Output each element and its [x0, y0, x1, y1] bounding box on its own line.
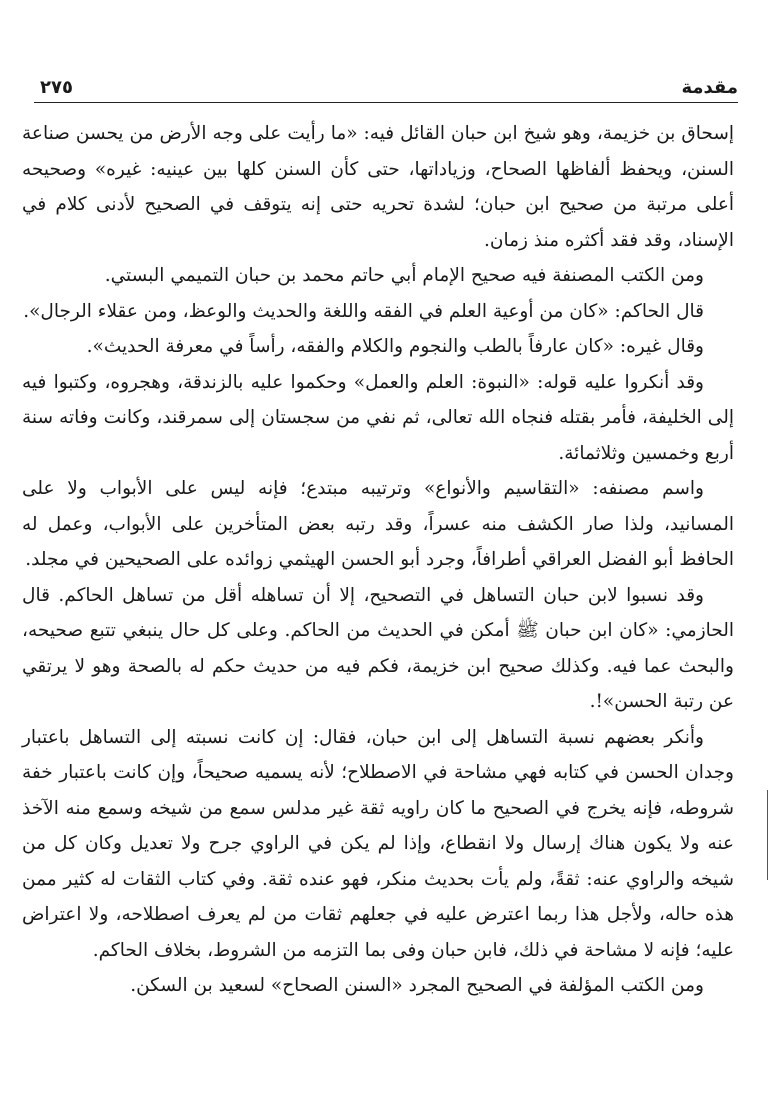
page-header — [34, 64, 738, 103]
paragraph-5: وقد أنكروا عليه قوله: «النبوة: العلم والعمل» وحكموا عليه بالزندقة، وهجروه، وكتبوا فيه إلى الخليفة، فأمر بقتله فنجاه الله تعالى، ثم نفي من سجستان إلى سمرقند، وكانت وفاته سنة أربع وخمسين وثلاثمائة. — [22, 371, 734, 464]
paragraph-7: وقد نسبوا لابن حبان التساهل في التصحيح، إلا أن تساهله أقل من تساهل الحاكم. قال الحازمي: «كان ابن حبان ﷺ أمكن في الحديث من الحاكم. وعلى كل حال ينبغي تتبع صحيحه، والبحث عما فيه. وكذلك صحيح ابن خزيمة، فكم فيه من حديث حكم له بالصحة وهو لا يرتقي عن رتبة الحسن»!. — [22, 584, 734, 712]
page-number: ٢٧٥ — [40, 77, 73, 98]
paragraph-3: قال الحاكم: «كان من أوعية العلم في الفقه واللغة والحديث والوعظ، ومن عقلاء الرجال». — [23, 300, 704, 322]
paragraph-9: ومن الكتب المؤلفة في الصحيح المجرد «السنن الصحاح» لسعيد بن السكن. — [130, 975, 704, 996]
running-head: مقدمة — [681, 77, 738, 98]
paragraph-6: واسم مصنفه: «التقاسيم والأنواع» وترتيبه مبتدع؛ فإنه ليس على الأبواب ولا على المسانيد، ولذا صار الكشف منه عسراً، وقد رتبه بعض المتأخرين على الأبواب، وعمل له الحافظ أبو الفضل العراقي أطرافاً، وجرد أبو الحسن الهيثمي زوائده على الصحيحين في مجلد. — [22, 478, 734, 570]
scan-edge-line — [767, 790, 769, 880]
paragraph-1: إسحاق بن خزيمة، وهو شيخ ابن حبان القائل فيه: «ما رأيت على وجه الأرض من يحسن صناعة السنن، ويحفظ ألفاظها الصحاح، وزياداتها، حتى كأن السنن كلها بين عينيه: غيره» وصحيحه أعلى مرتبة من صحيح ابن حبان؛ لشدة تحريه حتى إنه يتوقف في الصحيح لأدنى كلام في الإسناد، وقد فقد أكثره منذ زمان. — [22, 123, 734, 251]
body-text — [22, 116, 734, 1004]
paragraph-2: ومن الكتب المصنفة فيه صحيح الإمام أبي حاتم محمد بن حبان التميمي البستي. — [104, 265, 704, 286]
paragraph-8: وأنكر بعضهم نسبة التساهل إلى ابن حبان، فقال: إن كانت نسبته إلى التساهل باعتبار وجدان الحسن في كتابه فهي مشاحة في الاصطلاح؛ لأنه يسميه صحيحاً، وإن كانت باعتبار خفة شروطه، فإنه يخرج في الصحيح ما كان راويه ثقة غير مدلس سمع من شيخه وسمع منه الآخذ عنه ولا يكون هناك إرسال ولا انقطاع، وإذا لم يكن في الراوي جرح ولا تعديل وكان كل من شيخه والراوي عنه: ثقةً، ولم يأت بحديث منكر، فهو عنده ثقة. وفي كتاب الثقات له كثير ممن هذه حاله، ولأجل هذا ربما اعترض عليه في جعلهم ثقات من لم يعرف اصطلاحه، ولا اعتراض عليه؛ فإنه لا مشاحة في ذلك، فابن حبان وفى بما التزمه من الشروط، بخلاف الحاكم. — [22, 726, 734, 961]
paragraph-4: وقال غيره: «كان عارفاً بالطب والنجوم والكلام والفقه، رأساً في معرفة الحديث». — [86, 336, 704, 357]
